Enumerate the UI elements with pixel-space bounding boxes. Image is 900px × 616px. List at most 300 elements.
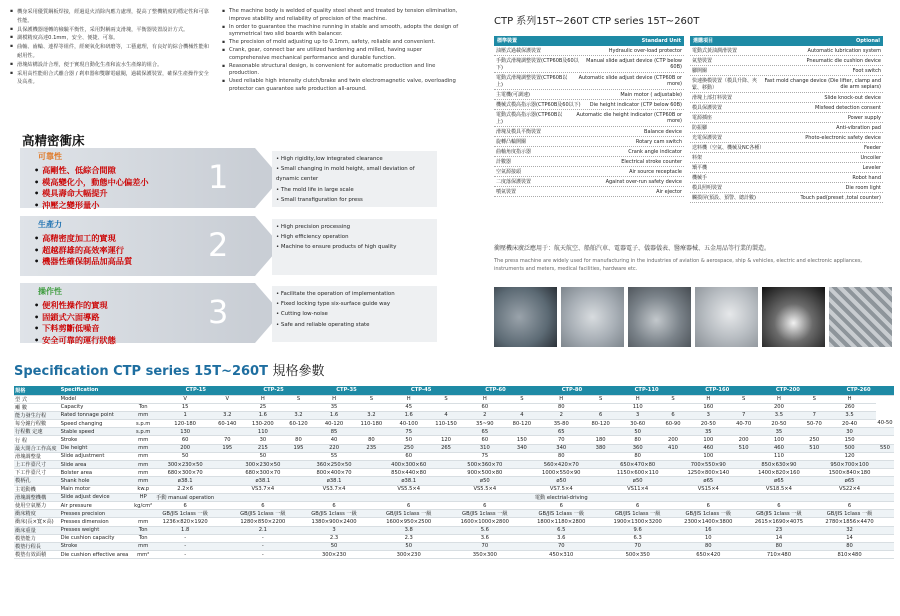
- table-cell: 500×360×70: [458, 461, 511, 469]
- table-cell: [590, 526, 611, 534]
- table-cell: [876, 551, 894, 559]
- table-cell: [288, 551, 309, 559]
- table-cell: V: [154, 395, 217, 403]
- table-cell: CTP-60: [458, 386, 532, 395]
- table-cell: [876, 534, 894, 542]
- table-cell: CTP-200: [753, 386, 824, 395]
- table-cell: [359, 493, 384, 501]
- table-cell: [664, 551, 682, 559]
- table-cell: [805, 526, 823, 534]
- item-en: Fast mold change device (Die lifter, clamp and die arm sepiars): [764, 78, 881, 90]
- table-cell: VS7.5×4: [533, 485, 590, 493]
- table-cell: CTP-25: [238, 386, 309, 395]
- table-cell: 560×420×70: [533, 461, 590, 469]
- table-cell: [434, 403, 459, 411]
- table-cell: 6: [384, 501, 434, 509]
- table-cell: [876, 518, 894, 526]
- table-cell: 50: [154, 452, 217, 460]
- table-cell: S: [359, 395, 384, 403]
- table-row: [494, 56, 684, 73]
- list-item: ▪ 曲軸、齒輪、連桿等組件，經硬氧化和研磨等，工藝處理，有良好的綜合機械性能和耐用性。: [10, 43, 212, 61]
- table-cell: 70: [533, 436, 590, 444]
- table-cell: CTP-260: [823, 386, 894, 395]
- table-cell: [735, 477, 753, 485]
- table-cell: 340: [533, 444, 590, 452]
- table-cell: 450×310: [533, 551, 590, 559]
- table-cell: [664, 469, 682, 477]
- table-cell: 35: [682, 428, 735, 436]
- table-cell: [590, 493, 611, 501]
- table-cell: H: [533, 395, 590, 403]
- table-cell: H: [458, 395, 511, 403]
- table-cell: 1800×1180×2800: [533, 518, 590, 526]
- table-cell: Slide adjust device: [60, 493, 133, 501]
- table-cell: -: [238, 534, 288, 542]
- table-cell: 3.6: [533, 534, 590, 542]
- table-cell: 200: [753, 403, 806, 411]
- table-cell: [217, 403, 238, 411]
- table-cell: 衝床精度: [14, 510, 60, 518]
- table-cell: [288, 461, 309, 469]
- table-row: [690, 183, 883, 193]
- table-row: [14, 436, 894, 444]
- table-cell: GB/JIS 1class 一級: [823, 510, 876, 518]
- item-zh: 滑塊上部打料裝置: [692, 95, 733, 101]
- table-cell: GB/JIS 1class 一級: [154, 510, 217, 518]
- table-cell: 50: [384, 436, 434, 444]
- table-cell: [359, 403, 384, 411]
- table-cell: [664, 428, 682, 436]
- table-cell: 60: [384, 452, 434, 460]
- list-item: ▪ The machine body is welded of quality steel sheet and treated by tension elimination, improve stability and reliability of precision of the machine.: [222, 8, 462, 24]
- table-cell: -: [238, 542, 288, 550]
- applications-en: The press machine are widely used for manufacturing in the industries of aviation & aerospace, ship & vehicles, electric and electronic appliances, instruments and meters, medical facilities, hardware etc.: [494, 258, 863, 272]
- table-cell: 1250×800×140: [682, 469, 735, 477]
- table-cell: CTP-15: [154, 386, 238, 395]
- item-en: Automatic slide adjust device (CTP60B or more): [578, 75, 682, 87]
- table-row: [14, 477, 894, 485]
- table-row: [494, 147, 684, 157]
- table-cell: Ton: [133, 526, 154, 534]
- item-zh: 料架: [692, 155, 703, 161]
- table-cell: 35: [753, 428, 806, 436]
- list-item: ▪ Used reliable high intensity clutch/brake and twin electromagnetic valve, overloading protector can guarantee safe production all-around.: [222, 78, 462, 94]
- table-cell: 模柄孔: [14, 477, 60, 485]
- table-cell: [217, 542, 238, 550]
- table-cell: 行 程: [14, 436, 60, 444]
- table-cell: Die cushion capacity: [60, 534, 133, 542]
- table-cell: [434, 452, 459, 460]
- table-cell: CTP-45: [384, 386, 459, 395]
- table-cell: [511, 510, 532, 518]
- feature-title: 生產力: [38, 220, 62, 229]
- feature-points: [272, 151, 437, 207]
- item-en: Uncoiler: [860, 154, 881, 161]
- item-en: Manual slide adjust device (CTP below 60B): [586, 58, 682, 70]
- table-cell: [434, 518, 459, 526]
- table-cell: 215: [238, 444, 288, 452]
- table-cell: -: [154, 551, 217, 559]
- table-cell: 7: [805, 411, 823, 419]
- table-cell: [805, 477, 823, 485]
- table-cell: 250: [384, 444, 434, 452]
- table-cell: Ton: [133, 534, 154, 542]
- table-cell: ø38.1: [309, 477, 359, 485]
- table-cell: 23: [753, 526, 806, 534]
- specification-table: [14, 386, 894, 559]
- table-cell: [590, 469, 611, 477]
- table-cell: [217, 428, 238, 436]
- table-cell: [876, 485, 894, 493]
- item-zh: 光電保護裝置: [692, 135, 723, 141]
- table-cell: [217, 461, 238, 469]
- item-zh: 空氣源接頭: [496, 169, 522, 175]
- table-cell: 40: [309, 436, 359, 444]
- item-en: Rotary cam switch: [635, 138, 682, 145]
- table-cell: 15: [154, 403, 217, 411]
- table-cell: s.p.m: [133, 420, 154, 428]
- table-cell: 200: [154, 444, 217, 452]
- table-cell: 上工作臺尺寸: [14, 461, 60, 469]
- english-features-list: [222, 8, 462, 94]
- table-row: [14, 428, 894, 436]
- table-cell: [805, 518, 823, 526]
- header-zh: 選購項目: [693, 38, 714, 44]
- table-cell: HP: [133, 493, 154, 501]
- item-zh: 電動式滑塊調整裝置(CTP60B以上): [496, 75, 568, 88]
- list-item: ▪ 滑塊結構設計合理，便于實現自動化生產和流水生產線的組合。: [10, 61, 212, 70]
- list-item: • 高精密度加工的實現: [34, 233, 132, 245]
- table-cell: [511, 493, 532, 501]
- table-cell: [359, 469, 384, 477]
- table-cell: 195: [217, 444, 238, 452]
- table-cell: 60-140: [218, 420, 237, 427]
- table-cell: 40-70: [736, 420, 752, 427]
- table-cell: VS18.5×4: [753, 485, 806, 493]
- table-cell: [434, 510, 459, 518]
- table-cell: VS3.7×4: [309, 485, 359, 493]
- table-cell: [876, 542, 894, 550]
- table-cell: 1400×820×160: [753, 469, 806, 477]
- table-cell: [434, 534, 459, 542]
- table-cell: Ton: [133, 403, 154, 411]
- table-cell: 160: [682, 403, 735, 411]
- table-cell: [217, 534, 238, 542]
- table-cell: [288, 493, 309, 501]
- table-cell: 32: [823, 526, 876, 534]
- list-item: • 模高變化小，動態中心偏差小: [34, 177, 149, 189]
- table-cell: 110: [611, 403, 664, 411]
- table-cell: [359, 428, 384, 436]
- table-cell: [590, 428, 611, 436]
- table-cell: H: [238, 395, 288, 403]
- table-cell: 10: [682, 534, 735, 542]
- table-cell: Air pressure: [60, 501, 133, 509]
- table-cell: 130: [154, 428, 217, 436]
- table-cell: 100: [682, 436, 735, 444]
- table-row: [14, 461, 894, 469]
- list-item: • 模具壽命大幅提升: [34, 188, 149, 200]
- table-cell: ø65: [682, 477, 735, 485]
- table-cell: H: [682, 395, 735, 403]
- item-en: Misfeed detection consent: [815, 104, 881, 111]
- table-row: [14, 510, 894, 518]
- table-cell: [735, 526, 753, 534]
- table-row: [494, 90, 684, 100]
- table-cell: 滑塊調整機構: [14, 493, 60, 501]
- table-cell: GB/JIS 1class 一級: [238, 510, 288, 518]
- table-row: [494, 73, 684, 90]
- table-cell: 650×420: [682, 551, 735, 559]
- table-cell: 6.5: [533, 526, 590, 534]
- table-row: [690, 173, 883, 183]
- item-zh: 旋轉凸輪開關: [496, 139, 527, 145]
- table-cell: Main motor: [60, 485, 133, 493]
- table-cell: CTP-160: [682, 386, 753, 395]
- table-cell: 80: [288, 436, 309, 444]
- table-cell: 3.8: [384, 526, 434, 534]
- table-cell: 900×500×80: [458, 469, 511, 477]
- table-cell: Stroke: [60, 542, 133, 550]
- list-item: • High efficiency operation: [276, 232, 433, 242]
- table-cell: 電動 electrial-driving: [533, 493, 590, 501]
- table-cell: GB/JIS 1class 一級: [753, 510, 806, 518]
- list-item: • Small changing in mold height, small deviation of dynamic center: [276, 164, 433, 184]
- table-cell: 20-50: [682, 420, 735, 428]
- table-cell: 360: [611, 444, 664, 452]
- table-cell: [288, 518, 309, 526]
- table-row: [14, 493, 894, 501]
- table-cell: 30: [823, 428, 876, 436]
- item-en: Air source receptacle: [629, 168, 682, 175]
- table-cell: 3.6: [458, 534, 511, 542]
- table-cell: -: [238, 551, 288, 559]
- feature-items: [34, 300, 116, 346]
- item-zh: 模具保護裝置: [692, 105, 723, 111]
- table-cell: [664, 526, 682, 534]
- table-cell: 50: [384, 542, 434, 550]
- table-cell: [434, 501, 459, 509]
- table-cell: [238, 493, 288, 501]
- table-cell: 195: [288, 444, 309, 452]
- table-cell: 模墊行程長: [14, 542, 60, 550]
- table-cell: 700×550×90: [682, 461, 735, 469]
- item-zh: 主電機(可調速): [496, 92, 530, 98]
- applications-zh: 衝壓機床廣泛應用于：航天航空、船舶汽車、電器電子、儀器儀表、醫療器械、五金用品等行業的製造。: [494, 245, 771, 252]
- table-cell: 2.3: [384, 534, 434, 542]
- table-cell: 800×400×70: [309, 469, 359, 477]
- table-cell: 滑塊調整量: [14, 452, 60, 460]
- table-cell: 1600×1000×2800: [458, 518, 511, 526]
- table-cell: [664, 461, 682, 469]
- table-cell: [359, 461, 384, 469]
- table-cell: [876, 501, 894, 509]
- list-item: • Machine to ensure products of high quality: [276, 242, 433, 252]
- table-cell: Presses precision: [60, 510, 133, 518]
- table-cell: GB/JIS 1class 一級: [458, 510, 511, 518]
- list-item: ▪ 機身采用優質鋼板焊接，經過退火消除內應力處理，提高了整機精度的穩定性和可靠性能。: [10, 8, 212, 26]
- table-cell: -: [154, 542, 217, 550]
- table-cell: 1.6: [309, 411, 359, 419]
- table-cell: 1: [154, 411, 217, 419]
- list-item: ▪ Reasonable structural design, is convenient for automatic production and line production.: [222, 63, 462, 79]
- table-cell: 50: [309, 542, 359, 550]
- table-cell: 3: [682, 411, 735, 419]
- table-cell: [511, 542, 532, 550]
- photo-parts: [628, 287, 691, 347]
- table-cell: ø38.1: [238, 477, 288, 485]
- table-cell: [434, 551, 459, 559]
- chinese-features-list: [10, 8, 212, 87]
- item-zh: 油壓式過載保護裝置: [496, 48, 542, 54]
- table-cell: [805, 501, 823, 509]
- table-cell: 180: [590, 436, 611, 444]
- table-cell: 80-120: [512, 420, 532, 427]
- table-row: [690, 46, 883, 56]
- table-cell: 1380×900×2400: [309, 518, 359, 526]
- table-cell: 300×230: [309, 551, 359, 559]
- table-cell: 最大閉合工作高度: [14, 444, 60, 452]
- table-cell: 1280×850×2200: [238, 518, 288, 526]
- item-en: Pneumatic die cushion device: [806, 57, 881, 64]
- item-zh: 二度落保護裝置: [496, 179, 532, 185]
- item-zh: 腳開關: [692, 68, 708, 74]
- table-cell: 使用空氣壓力: [14, 501, 60, 509]
- table-cell: 150: [823, 436, 876, 444]
- table-cell: [288, 526, 309, 534]
- table-cell: 60-120: [289, 420, 308, 427]
- table-cell: 70: [611, 542, 664, 550]
- table-cell: 70: [217, 436, 238, 444]
- table-row: [14, 518, 894, 526]
- table-cell: 40-100: [384, 420, 434, 428]
- table-cell: [288, 501, 309, 509]
- table-row: [14, 403, 894, 411]
- table-cell: [359, 551, 384, 559]
- table-cell: 50-70: [806, 420, 822, 427]
- table-cell: 235: [359, 444, 384, 452]
- table-cell: [359, 477, 384, 485]
- item-en: Die height indicator (CTP below 60B): [589, 101, 682, 108]
- table-row: [494, 127, 684, 137]
- table-cell: 2.1: [238, 526, 288, 534]
- table-cell: Specification: [60, 386, 133, 395]
- table-cell: s.p.m: [133, 428, 154, 436]
- table-cell: S: [434, 395, 459, 403]
- table-cell: [664, 534, 682, 542]
- table-cell: [359, 452, 384, 460]
- table-cell: 6: [682, 501, 735, 509]
- table-cell: 2: [533, 411, 590, 419]
- list-item: ▪ 具保護機器運轉的檢驗平衡性，采用對稱兩支滑塊，平衡器裝置設計方式。: [10, 26, 212, 35]
- table-cell: [511, 469, 532, 477]
- table-cell: ø50: [611, 477, 664, 485]
- table-cell: Speed changing: [60, 420, 133, 428]
- table-cell: [384, 493, 434, 501]
- feature-title: 可靠性: [38, 152, 62, 161]
- table-cell: 200: [735, 436, 753, 444]
- table-cell: 80-120: [591, 420, 610, 427]
- table-cell: [434, 477, 459, 485]
- feature-points: [272, 286, 437, 342]
- table-cell: ø65: [753, 477, 806, 485]
- table-cell: 75: [458, 452, 511, 460]
- table-row: [690, 153, 883, 163]
- table-cell: 25: [238, 403, 288, 411]
- table-row: [690, 103, 883, 113]
- table-cell: [359, 485, 384, 493]
- table-cell: 80: [611, 436, 664, 444]
- table-row: [14, 501, 894, 509]
- table-cell: 55: [309, 452, 359, 460]
- table-cell: [664, 452, 682, 460]
- item-en: Air ejector: [656, 188, 682, 195]
- table-cell: [664, 485, 682, 493]
- table-cell: 80: [753, 542, 806, 550]
- list-item: • 下料剪斷低噪音: [34, 323, 116, 335]
- feature-title: 操作性: [38, 287, 62, 296]
- list-item: • 機器性確保制品加高品質: [34, 256, 132, 268]
- table-cell: [805, 534, 823, 542]
- table-cell: 9.6: [611, 526, 664, 534]
- list-item: • High rigidity,low integrated clearance: [276, 154, 433, 164]
- table-cell: [735, 510, 753, 518]
- table-cell: S: [735, 395, 753, 403]
- item-en: Die room light: [845, 184, 881, 191]
- item-zh: 計數器: [496, 159, 512, 165]
- table-cell: [511, 428, 532, 436]
- table-cell: [288, 534, 309, 542]
- table-cell: [359, 518, 384, 526]
- item-zh: 快速換模裝置（模具升降、夾緊、移動）: [692, 78, 758, 91]
- table-cell: H: [823, 395, 876, 403]
- table-cell: 3.2: [217, 411, 238, 419]
- table-cell: 340: [511, 444, 532, 452]
- table-cell: 衝床重量: [14, 526, 60, 534]
- table-cell: 20-50: [753, 420, 806, 428]
- table-cell: [511, 461, 532, 469]
- table-cell: [590, 534, 611, 542]
- table-cell: [805, 493, 823, 501]
- table-cell: [876, 452, 894, 460]
- table-cell: 1150×600×110: [611, 469, 664, 477]
- table-cell: [359, 542, 384, 550]
- list-item: ▪ The precision of mold adjusting up to 0.1mm, safety, reliable and convenient.: [222, 39, 462, 47]
- table-cell: 3.2: [288, 411, 309, 419]
- table-cell: [664, 542, 682, 550]
- table-cell: [805, 485, 823, 493]
- table-cell: 65: [458, 428, 511, 436]
- table-cell: H: [384, 395, 434, 403]
- table-cell: 70: [533, 542, 590, 550]
- table-cell: VS3.7×4: [238, 485, 288, 493]
- table-cell: [288, 428, 309, 436]
- table-cell: [288, 469, 309, 477]
- table-cell: 850×440×80: [384, 469, 434, 477]
- table-cell: [823, 493, 876, 501]
- table-cell: mm: [133, 469, 154, 477]
- table-cell: 6: [611, 501, 664, 509]
- list-item: • High precision processing: [276, 222, 433, 232]
- table-cell: 6: [309, 501, 359, 509]
- table-cell: 810×480: [823, 551, 876, 559]
- table-cell: 130-200: [238, 420, 288, 428]
- list-item: ▪ 采用高性能組合式離合器 / 剎車器和雙聯電磁閥，過載保護裝置，確保生產操作安全及高產。: [10, 70, 212, 88]
- table-cell: 550: [876, 444, 894, 452]
- table-row: [690, 193, 883, 203]
- table-cell: mm: [133, 477, 154, 485]
- table-cell: 110: [753, 452, 806, 460]
